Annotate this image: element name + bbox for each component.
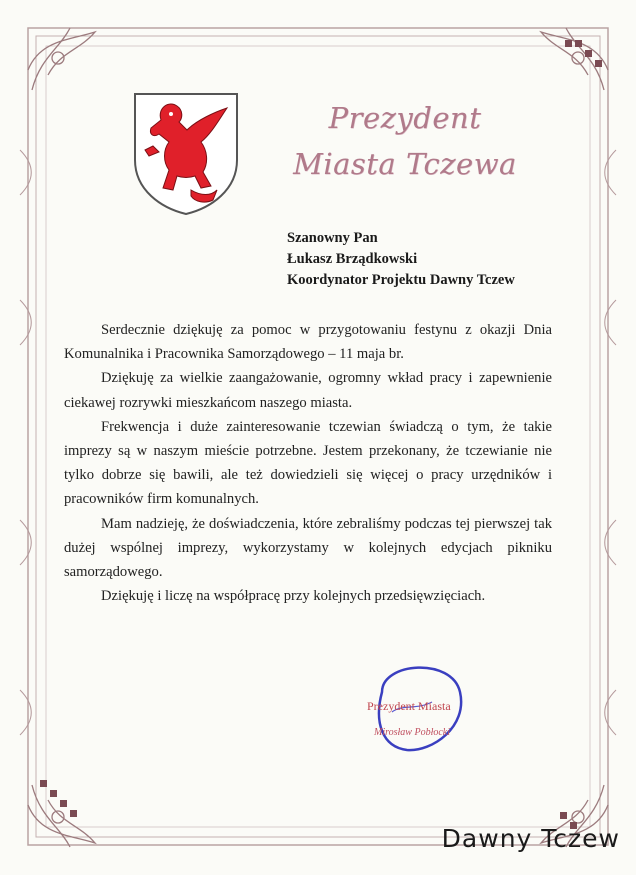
recipient-name: Łukasz Brządkowski bbox=[287, 251, 418, 267]
signature-name: Mirosław Pobłocki bbox=[374, 727, 451, 738]
corner-ornament-bottom-left bbox=[28, 785, 95, 847]
letterhead-title bbox=[270, 95, 540, 187]
letterhead-title-line2: Miasta Tczewa bbox=[293, 147, 517, 181]
paragraph: Mam nadzieję, że doświadczenia, które zebraliśmy podczas tej pierwszej tak dużej wspólnej imprezy, wykorzystamy w kolejnych edycjach pikniku samorządowego. bbox=[64, 515, 552, 581]
side-ornament-left bbox=[20, 150, 31, 735]
letterhead-title-line1: Prezydent bbox=[328, 101, 482, 135]
recipient-block bbox=[287, 228, 515, 291]
signature-title: Prezydent Miasta bbox=[367, 699, 451, 713]
paragraph: Dziękuję i liczę na współpracę przy kolejnych przedsięwzięciach. bbox=[101, 588, 486, 605]
paragraph: Dziękuję za wielkie zaangażowanie, ogromny wkład pracy i zapewnienie ciekawej rozrywki mieszkańcom naszego miasta. bbox=[64, 370, 552, 411]
paragraph: Serdecznie dziękuję za pomoc w przygotowaniu festynu z okazji Dnia Komunalnika i Pracownika Samorządowego – 11 maja br. bbox=[64, 322, 552, 363]
recipient-role: Koordynator Projektu Dawny Tczew bbox=[287, 272, 515, 288]
coat-of-arms-icon bbox=[131, 90, 241, 216]
paragraph: Frekwencja i duże zainteresowanie tczewian świadczą o tym, że takie imprezy są w naszym mieście potrzebne. Jestem przekonany, że tczewianie nie tylko dobrze się bawili, ale też dowiedzieli się więcej o pracy urzędników i pracowników firm komunalnych. bbox=[64, 418, 552, 508]
recipient-salutation: Szanowny Pan bbox=[287, 230, 378, 246]
corner-ornament-top-right bbox=[541, 28, 608, 90]
watermark: Dawny Tczew bbox=[441, 824, 620, 853]
side-ornament-right bbox=[605, 150, 616, 735]
corner-ornament-top-left bbox=[28, 28, 95, 90]
letter-body bbox=[64, 318, 552, 608]
